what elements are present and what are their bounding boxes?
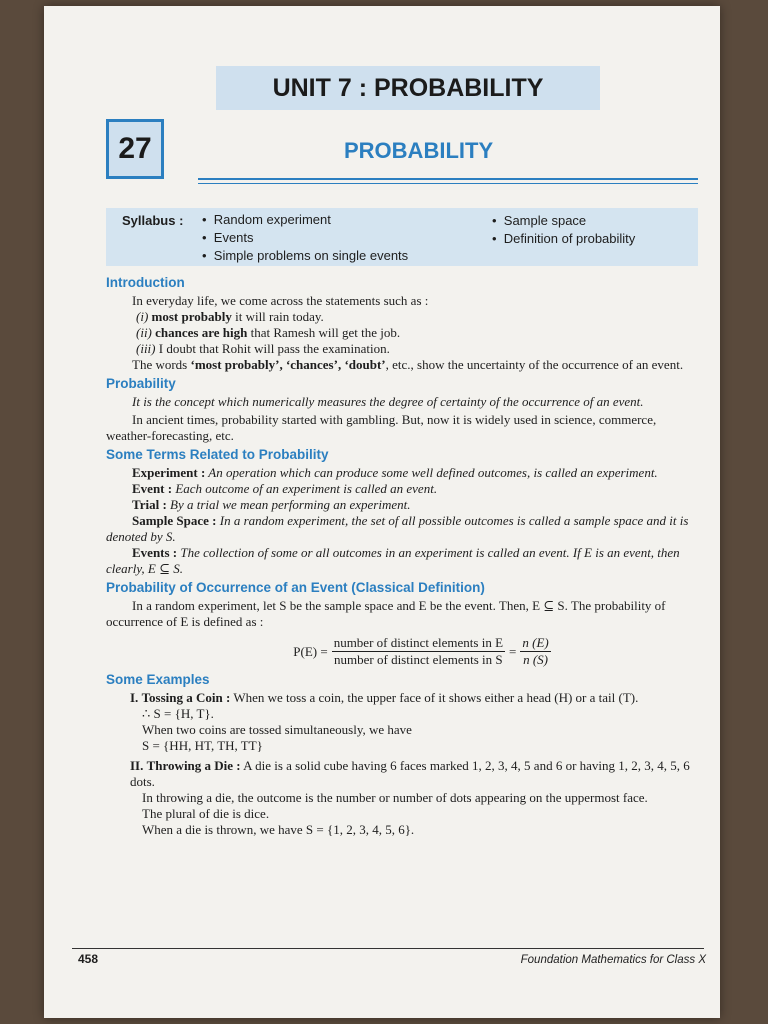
syllabus-item: • Simple problems on single events <box>202 248 409 263</box>
syllabus-item: • Events <box>202 230 254 245</box>
example-die: II. Throwing a Die : A die is a solid cube having 6 faces marked 1, 2, 3, 4, 5 and 6 or having 1, 2, 3, 4, 5, 6 dots. <box>130 758 690 789</box>
list-item: (ii) chances are high that Ramesh will get the job. <box>136 325 401 340</box>
paragraph: In a random experiment, let S be the sample space and E be the event. Then, E ⊆ S. The probability of occurrence of E is defined as : <box>106 598 666 629</box>
chapter-number: 27 <box>106 119 164 179</box>
title-rule <box>198 183 698 184</box>
term-sample-space: Sample Space : In a random experiment, the set of all possible outcomes is called a sample space and it is denoted by S. <box>106 513 689 544</box>
book-title: Foundation Mathematics for Class X <box>520 954 706 966</box>
list-item: (i) most probably it will rain today. <box>136 309 324 324</box>
formula-lhs: P(E) = <box>293 643 328 659</box>
syllabus-box <box>106 208 698 266</box>
example-coin: I. Tossing a Coin : When we toss a coin, the upper face of it shows either a head (H) or a tail (T). <box>130 690 639 705</box>
section-heading: Introduction <box>106 275 185 290</box>
term-trial: Trial : By a trial we mean performing an experiment. <box>132 497 411 512</box>
probability-formula <box>106 635 702 668</box>
list-item: (iii) I doubt that Rohit will pass the examination. <box>136 341 390 356</box>
term-experiment: Experiment : An operation which can produce some well defined outcomes, is called an experiment. <box>132 465 658 480</box>
syllabus-item: • Random experiment <box>202 212 331 227</box>
syllabus-item: • Definition of probability <box>492 231 636 246</box>
term-event: Event : Each outcome of an experiment is called an event. <box>132 481 438 496</box>
section-heading: Probability of Occurrence of an Event (Classical Definition) <box>106 580 485 595</box>
formula-equals: = <box>509 643 517 659</box>
syllabus-label: Syllabus : <box>122 213 184 228</box>
definition: It is the concept which numerically measures the degree of certainty of the occurrence of an event. <box>132 394 644 409</box>
example-line: In throwing a die, the outcome is the number or number of dots appearing on the uppermost face. <box>142 790 648 805</box>
page-content <box>106 272 702 838</box>
formula-fraction: $\frac{n (E)}{n (S)}$ <box>522 635 549 667</box>
syllabus-item: • Sample space <box>492 213 587 228</box>
example-line: ∴ S = {H, T}. <box>142 706 214 721</box>
formula-fraction: $\frac{\text{number of distinct elements in E}}{\text{number of distinct elements in S}}$ <box>333 635 504 667</box>
book-page <box>44 6 720 1018</box>
paragraph: The words ‘most probably’, ‘chances’, ‘doubt’, etc., show the uncertainty of the occurrence of an event. <box>132 357 684 372</box>
example-line: When a die is thrown, we have S = {1, 2, 3, 4, 5, 6}. <box>142 822 415 837</box>
section-heading: Probability <box>106 376 176 391</box>
unit-title: UNIT 7 : PROBABILITY <box>216 66 600 110</box>
paragraph: In everyday life, we come across the statements such as : <box>132 293 429 308</box>
paragraph: In ancient times, probability started with gambling. But, now it is widely used in science, commerce, weather-forecasting, etc. <box>106 412 657 443</box>
section-heading: Some Examples <box>106 672 210 687</box>
example-line: The plural of die is dice. <box>142 806 270 821</box>
footer-rule <box>72 948 704 949</box>
term-events: Events : The collection of some or all outcomes in an experiment is called an event. If E is an event, then clearly, E ⊆ S. <box>106 545 680 576</box>
title-rule <box>198 178 698 180</box>
page-number: 458 <box>78 952 99 966</box>
example-line: S = {HH, HT, TH, TT} <box>142 738 263 753</box>
section-heading: Some Terms Related to Probability <box>106 447 329 462</box>
example-line: When two coins are tossed simultaneously, we have <box>142 722 412 737</box>
chapter-title: PROBABILITY <box>344 138 494 163</box>
